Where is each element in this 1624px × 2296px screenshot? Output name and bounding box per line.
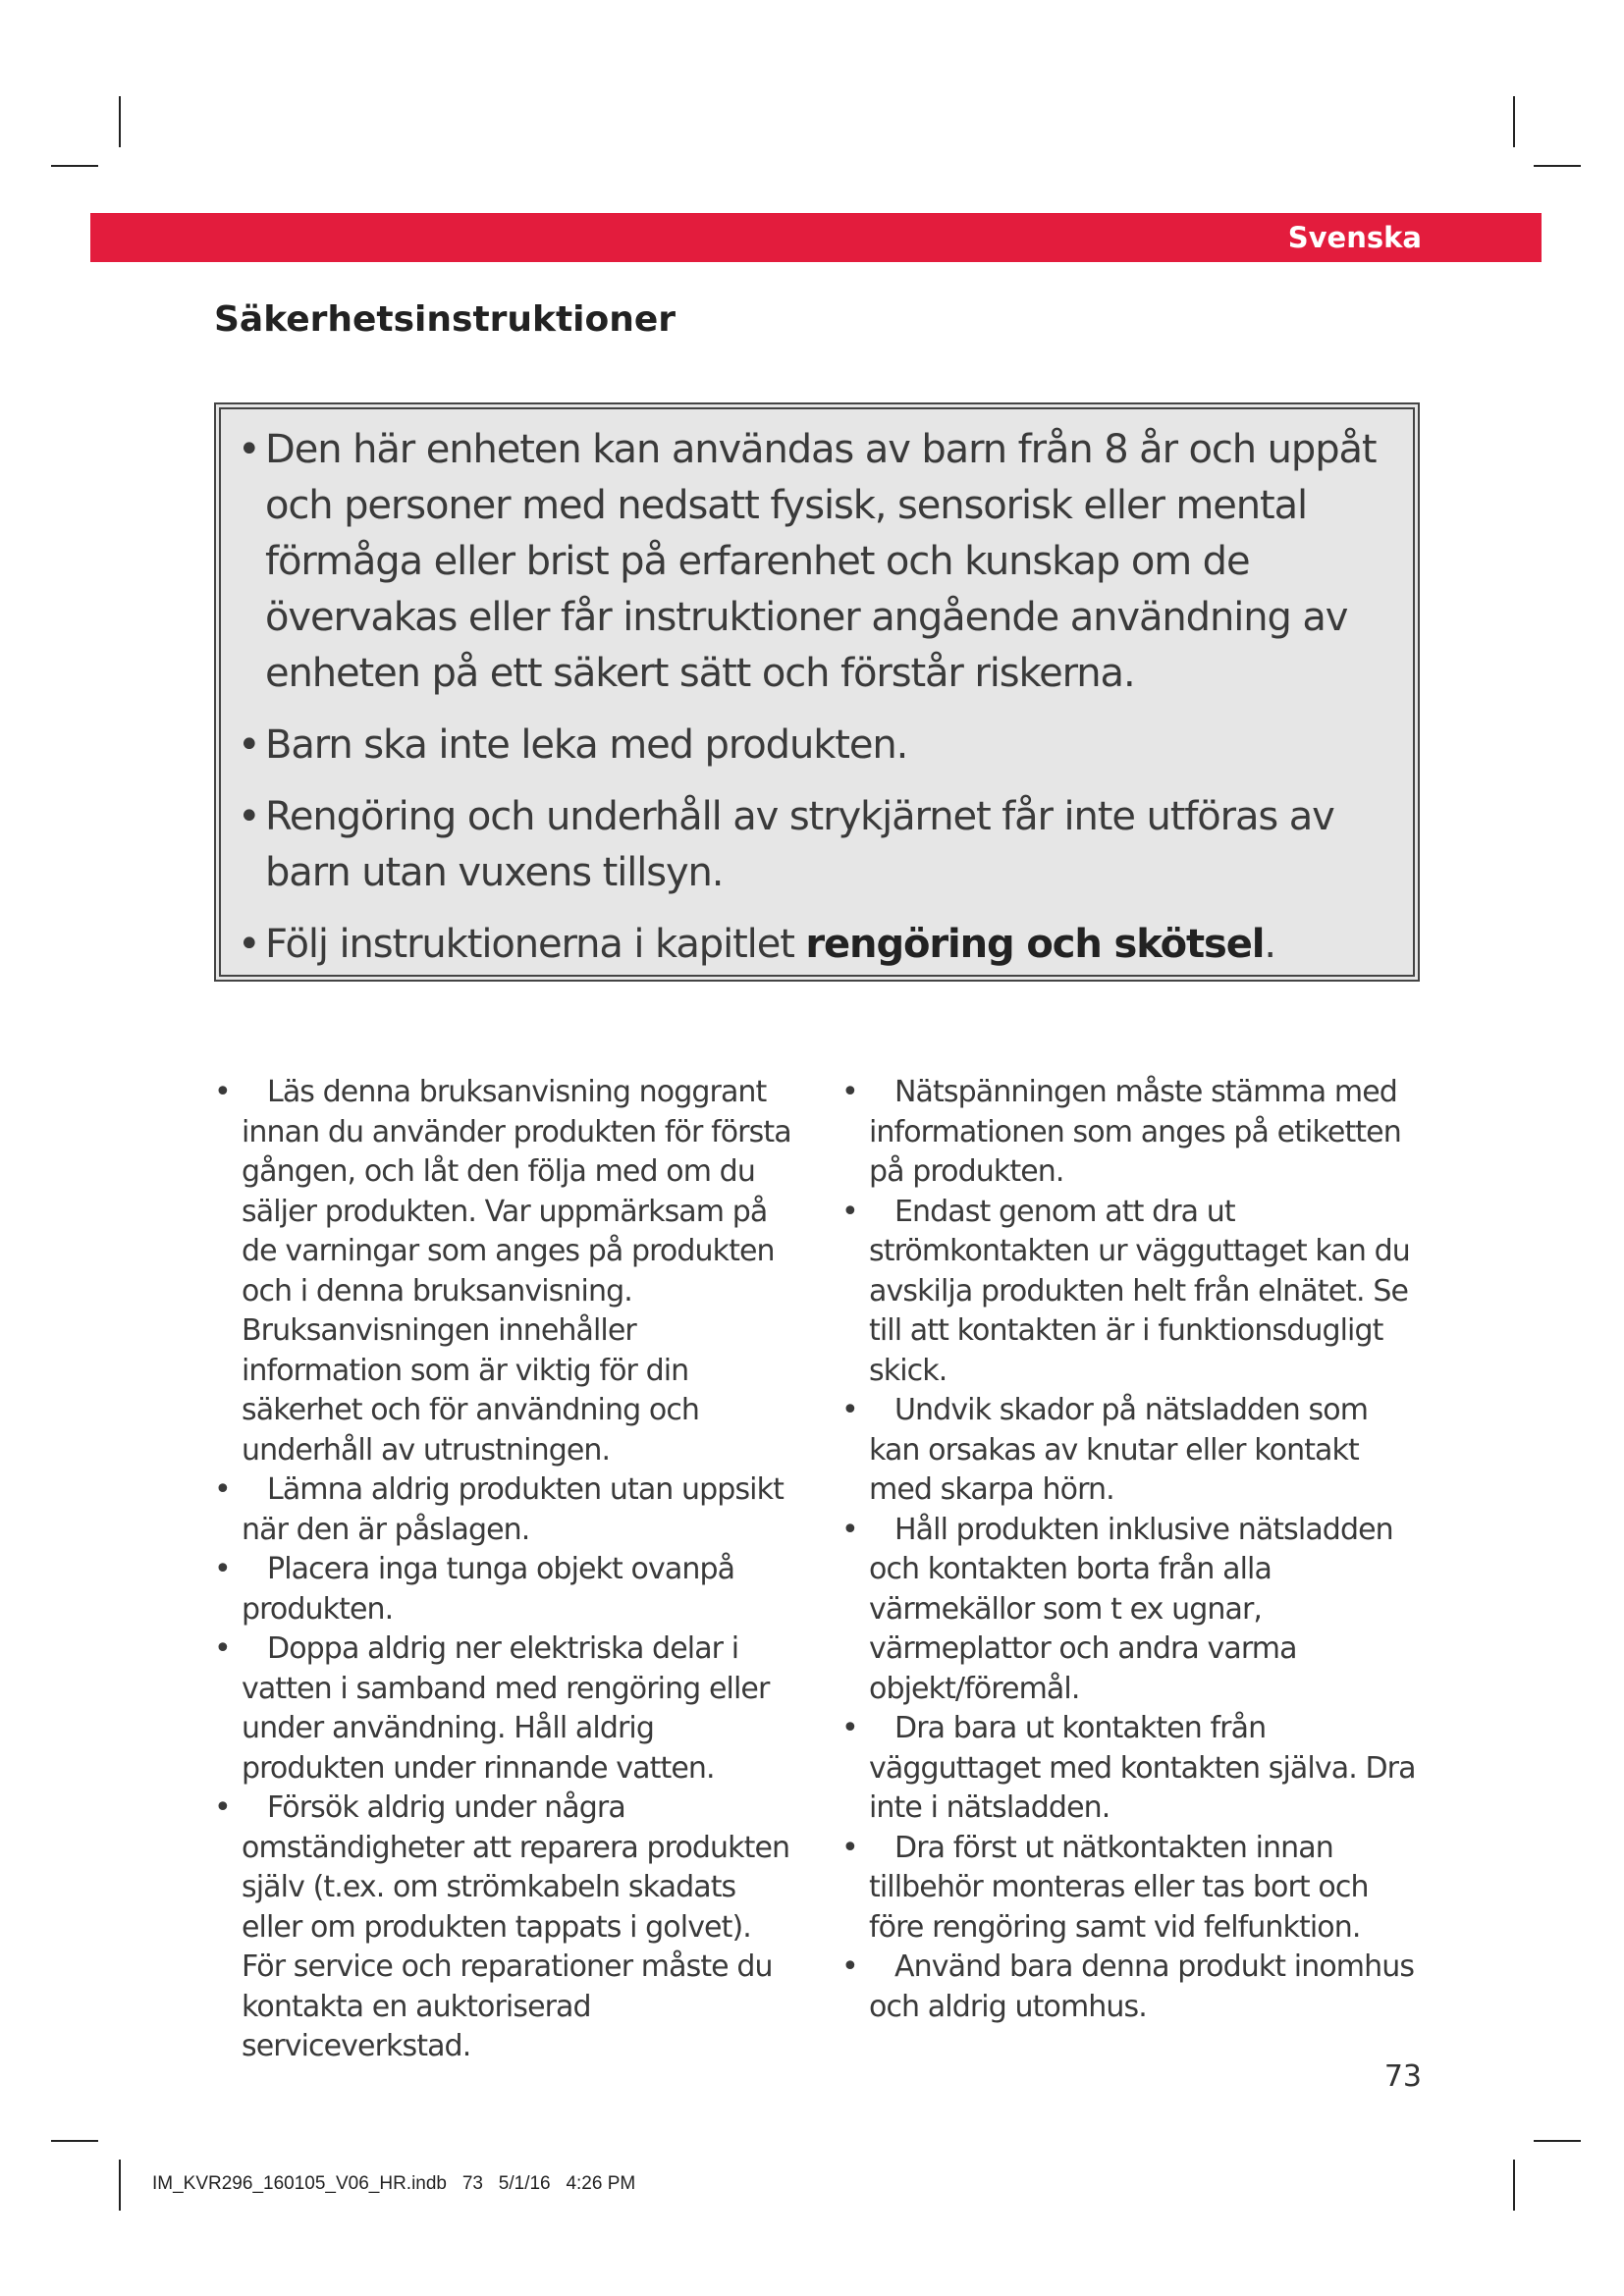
list-item-text: Placera inga tunga objekt ovanpå produkten. [242, 1552, 735, 1627]
list-item-text: Lämna aldrig produkten utan uppsikt när den är påslagen. [242, 1472, 784, 1547]
crop-mark-bottom-right-h [1534, 2140, 1581, 2142]
list-item-text: Nätspänningen måste stämma med informationen som anges på etiketten på produkten. [869, 1075, 1401, 1189]
list-item [841, 1709, 1426, 1829]
bullet-icon: • [238, 427, 260, 472]
page-number: 73 [1383, 2059, 1422, 2094]
warning-box [214, 402, 1420, 982]
warning-text: Barn ska inte leka med produkten. [265, 722, 908, 768]
warning-text-bold: rengöring och skötsel [805, 922, 1265, 967]
bullet-icon: • [214, 1472, 231, 1507]
warning-text: Följ instruktionerna i kapitlet [265, 922, 806, 967]
list-item [841, 1948, 1426, 2027]
warning-item [238, 718, 1394, 774]
crop-mark-top-right-v [1513, 96, 1515, 147]
list-item [214, 1550, 798, 1629]
page-title: Säkerhetsinstruktioner [214, 299, 677, 340]
warning-text: Rengöring och underhåll av strykjärnet får inte utföras av barn utan vuxens tillsyn. [265, 794, 1334, 895]
warning-item [238, 422, 1394, 702]
list-item [214, 1629, 798, 1789]
warning-list [238, 422, 1394, 973]
warning-text: Den här enheten kan användas av barn från 8 år och uppåt och personer med nedsatt fysisk, sensorisk eller mental förmåga eller brist på erfarenhet och kunskap om de övervakas eller får instruktioner angående användning av enheten på ett säkert sätt och förstår riskerna. [265, 427, 1377, 696]
list-item-text: Doppa aldrig ner elektriska delar i vatten i samband med rengöring eller under användning. Håll aldrig produkten under rinnande vatten. [242, 1631, 770, 1786]
crop-mark-bottom-right-v [1513, 2160, 1515, 2211]
bullet-icon: • [238, 922, 260, 967]
warning-item [238, 917, 1394, 973]
list-item-text: Håll produkten inklusive nätsladden och kontakten borta från alla värmekällor som t ex ugnar, värmeplattor och andra varma objekt/föremål. [869, 1512, 1393, 1706]
bullet-icon: • [841, 1830, 858, 1865]
right-instruction-list [841, 1073, 1426, 2027]
crop-mark-top-left-v [119, 96, 121, 147]
language-header-bar [90, 213, 1542, 262]
list-item [214, 1073, 798, 1470]
list-item-text: Dra bara ut kontakten från vägguttaget med kontakten själva. Dra inte i nätsladden. [869, 1711, 1416, 1825]
list-item-text: Undvik skador på nätsladden som kan orsakas av knutar eller kontakt med skarpa hörn. [869, 1393, 1369, 1507]
bullet-icon: • [214, 1552, 231, 1586]
bullet-icon: • [214, 1075, 231, 1109]
list-item [214, 1470, 798, 1550]
language-label: Svenska [1287, 221, 1422, 254]
warning-item [238, 789, 1394, 901]
list-item-text: Endast genom att dra ut strömkontakten ur vägguttaget kan du avskilja produkten helt från elnätet. Se till att kontakten är i funktionsdugligt skick. [869, 1194, 1410, 1388]
left-column [214, 1073, 798, 2067]
list-item [841, 1511, 1426, 1710]
warning-text-end: . [1264, 922, 1276, 967]
bullet-icon: • [841, 1393, 858, 1427]
bullet-icon: • [238, 722, 260, 768]
print-footer: IM_KVR296_160105_V06_HR.indb 73 5/1/16 4:26 PM [152, 2173, 636, 2194]
list-item-text: Läs denna bruksanvisning noggrant innan du använder produkten för första gången, och låt den följa med om du säljer produkten. Var uppmärksam på de varningar som anges på produkten och i denna bruksanvisning. Bruksanvisningen innehåller information som är viktig för din säkerhet och för användning och underhåll av utrustningen. [242, 1075, 791, 1468]
bullet-icon: • [214, 1790, 231, 1825]
bullet-icon: • [214, 1631, 231, 1666]
bullet-icon: • [238, 794, 260, 839]
list-item [214, 1789, 798, 2067]
list-item [841, 1193, 1426, 1392]
bullet-icon: • [841, 1194, 858, 1229]
crop-mark-top-right-h [1534, 165, 1581, 167]
crop-mark-top-left-h [51, 165, 98, 167]
list-item [841, 1073, 1426, 1193]
left-instruction-list [214, 1073, 798, 2067]
list-item-text: Använd bara denna produkt inomhus och aldrig utomhus. [869, 1949, 1415, 2024]
list-item [841, 1391, 1426, 1511]
crop-mark-bottom-left-v [119, 2160, 121, 2211]
crop-mark-bottom-left-h [51, 2140, 98, 2142]
right-column [841, 1073, 1426, 2027]
bullet-icon: • [841, 1075, 858, 1109]
list-item-text: Dra först ut nätkontakten innan tillbehör monteras eller tas bort och före rengöring samt vid felfunktion. [869, 1830, 1369, 1945]
list-item [841, 1829, 1426, 1949]
bullet-icon: • [841, 1711, 858, 1745]
list-item-text: Försök aldrig under några omständigheter att reparera produkten själv (t.ex. om strömkabeln skadats eller om produkten tappats i golvet). För service och reparationer måste du kontakta en auktoriserad serviceverkstad. [242, 1790, 790, 2063]
bullet-icon: • [841, 1949, 858, 1984]
bullet-icon: • [841, 1512, 858, 1547]
